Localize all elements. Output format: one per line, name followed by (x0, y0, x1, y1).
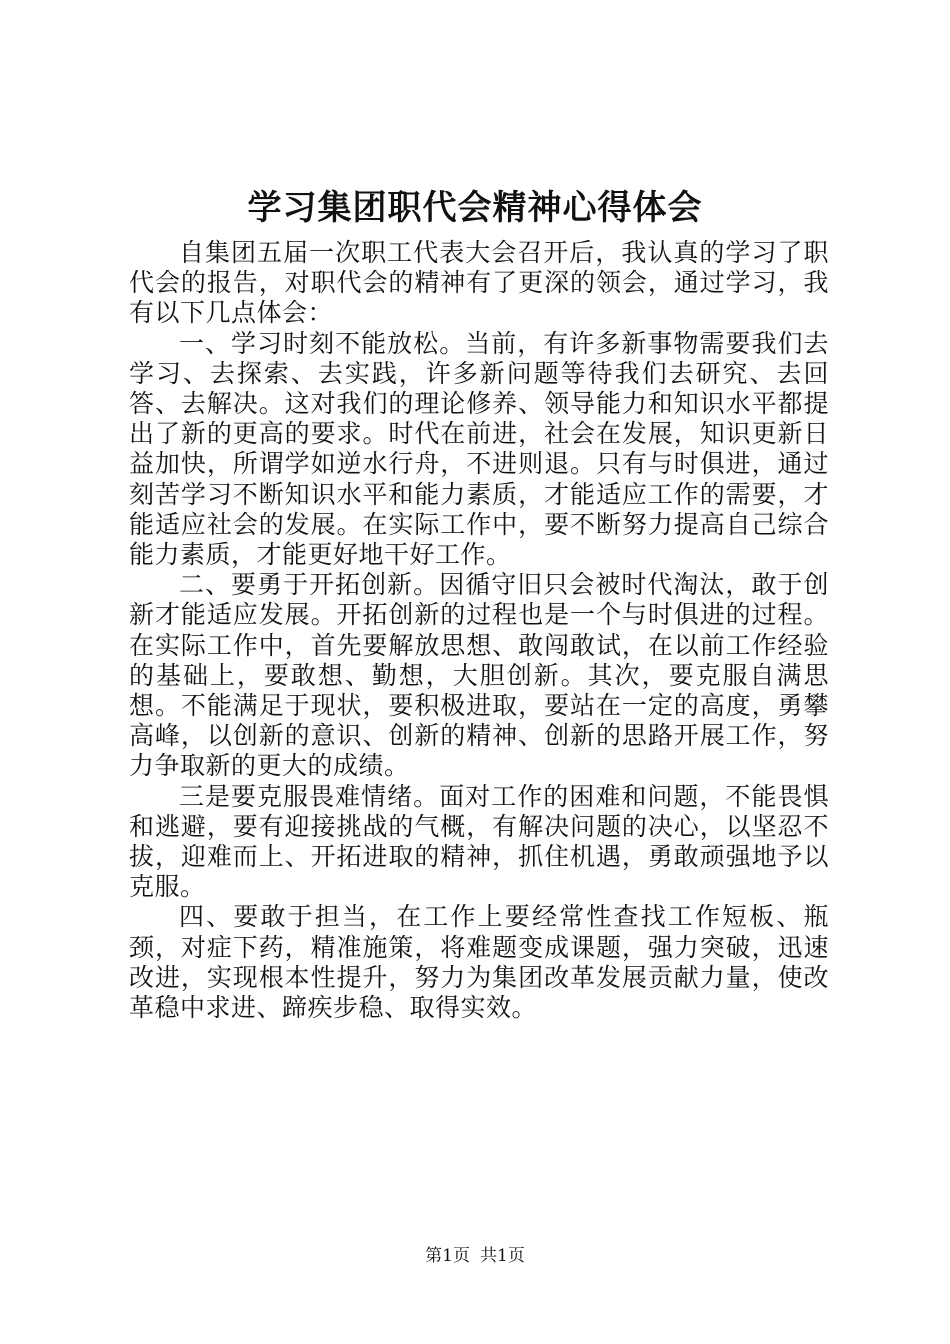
paragraph-point-4: 四、要敢于担当，在工作上要经常性查找工作短板、瓶颈，对症下药，精准施策，将难题变成课题，强力突破，迅速改进，实现根本性提升，努力为集团改革发展贡献力量，使改革稳中求进、蹄疾步稳、取得实效。 (129, 902, 829, 1023)
page-number: 第1页 (425, 1246, 470, 1266)
paragraph-point-1: 一、学习时刻不能放松。当前，有许多新事物需要我们去学习、去探索、去实践，许多新问题等待我们去研究、去回答、去解决。这对我们的理论修养、领导能力和知识水平都提出了新的更高的要求。时代在前进，社会在发展，知识更新日益加快，所谓学如逆水行舟，不进则退。只有与时俱进，通过刻苦学习不断知识水平和能力素质，才能适应工作的需要，才能适应社会的发展。在实际工作中，要不断努力提高自己综合能力素质，才能更好地干好工作。 (129, 328, 829, 570)
document-body (129, 238, 829, 1023)
page-footer (0, 1245, 950, 1267)
paragraph-point-2: 二、要勇于开拓创新。因循守旧只会被时代淘汰，敢于创新才能适应发展。开拓创新的过程也是一个与时俱进的过程。在实际工作中，首先要解放思想、敢闯敢试，在以前工作经验的基础上，要敢想、勤想，大胆创新。其次，要克服自满思想。不能满足于现状，要积极进取，要站在一定的高度，勇攀高峰，以创新的意识、创新的精神、创新的思路开展工作，努力争取新的更大的成绩。 (129, 570, 829, 781)
document-title: 学习集团职代会精神心得体会 (247, 188, 703, 228)
paragraph-point-3: 三是要克服畏难情绪。面对工作的困难和问题，不能畏惧和逃避，要有迎接挑战的气概，有解决问题的决心，以坚忍不拔，迎难而上、开拓进取的精神，抓住机遇，勇敢顽强地予以克服。 (129, 781, 829, 902)
paragraph-intro: 自集团五届一次职工代表大会召开后，我认真的学习了职代会的报告，对职代会的精神有了更深的领会，通过学习，我有以下几点体会： (129, 238, 829, 328)
page-total: 共1页 (480, 1246, 525, 1266)
